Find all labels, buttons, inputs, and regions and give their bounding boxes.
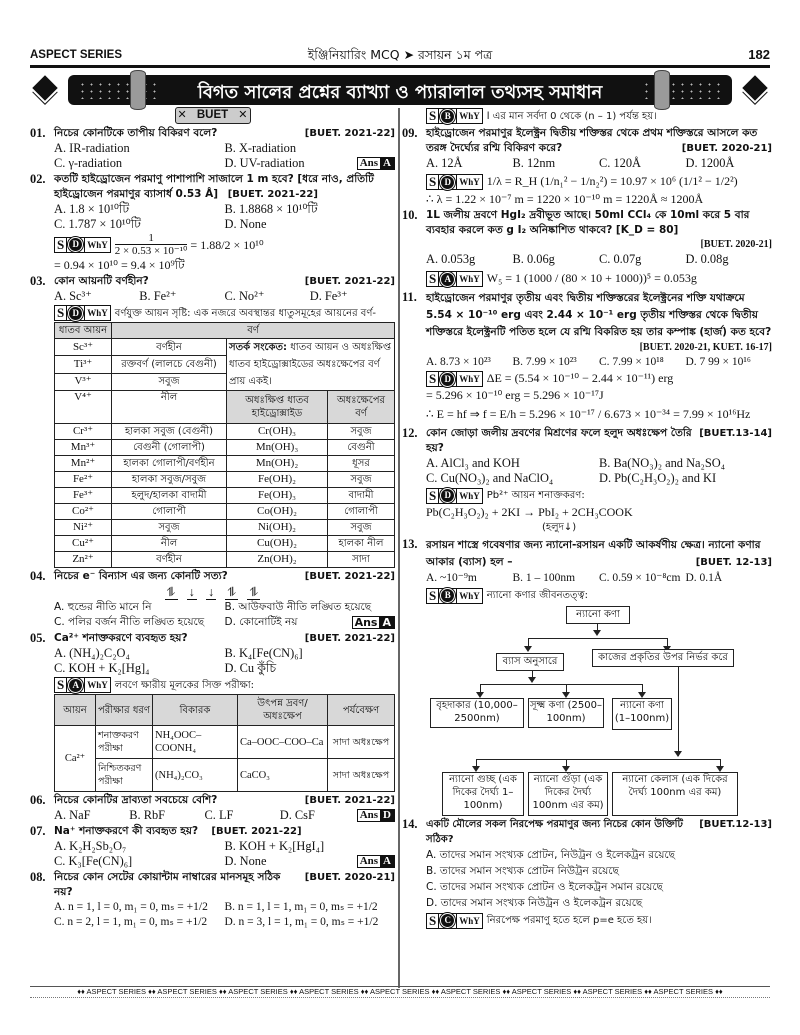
- question-14: [402, 817, 772, 929]
- explanation: [426, 171, 772, 191]
- cell-color: হালকা সবুজ (বেগুনী): [112, 424, 227, 440]
- question-source: [BUET.13-14]: [699, 428, 772, 440]
- option-d[interactable]: D. Pb(C₂H₃O₂)₂ and KI: [599, 471, 717, 486]
- why-badge: S D WhY: [426, 371, 483, 387]
- table-header: পর্যবেক্ষণ: [328, 695, 395, 726]
- option-c[interactable]: C. 120Å: [599, 156, 641, 170]
- cell-ppt: বাদামী: [328, 488, 395, 504]
- question-text: কতটি হাইড্রোজেন পরমাণু পাশাপাশি সাজালে 1 m হবে? [ধরে নাও, প্রতিটি হাইড্রোজেন পরমাণুর ব্যাসার্ধ 0.53 Å]: [54, 173, 374, 200]
- cell-ion: Mn²⁺: [55, 456, 112, 472]
- explanation-equation: W₅ = 1 (1000 / (80 × 10 + 1000))⁵ = 0.053g: [486, 271, 697, 285]
- right-column: [402, 107, 772, 929]
- flow-size-box: ন্যানো কণা (1–100nm): [612, 698, 672, 730]
- table-header: আয়ন: [55, 695, 96, 726]
- scroll-roll-icon: [130, 70, 146, 110]
- flow-type-box: ন্যানো গুঁড়া (এক দিকের দৈর্ঘ্য 100nm এর কম): [528, 772, 608, 816]
- cell-color: হালকা গোলাপী/বর্ণহীন: [112, 456, 227, 472]
- option-b[interactable]: B. 12nm: [512, 156, 556, 170]
- table-row: [55, 504, 395, 520]
- question-text: রসায়ন শাস্ত্রে গবেষণার জন্য ন্যানো-রসায়ন একটি আকর্ষণীয় ক্ষেত্র। ন্যানো কণার আকার (ব্যাস) হল –: [426, 539, 761, 569]
- question-source: [BUET. 2021-22]: [211, 826, 302, 837]
- orbital-box: ↓: [207, 585, 215, 599]
- page-number: 182: [748, 47, 770, 62]
- table-row: [55, 424, 395, 440]
- explanation: [426, 911, 772, 929]
- option-d[interactable]: D. 0.1Å: [685, 572, 723, 585]
- question-number: 09.: [402, 126, 418, 140]
- explanation-text: বর্ণযুক্ত আয়ন সৃষ্টি: এক নজরে অবস্থান্তর ধাতুসমূহের আয়নের বর্ণ-: [114, 308, 376, 319]
- why-badge: S B WhY: [426, 108, 483, 124]
- question-number: 03.: [30, 274, 46, 288]
- explanation-line: Pb(C₂H₃O₂)₂ + 2KI → PbI₂ + 2CH₃COOK: [426, 505, 633, 520]
- question-09: [402, 126, 772, 207]
- option-c[interactable]: C. 0.59 × 10⁻⁸cm: [599, 572, 681, 585]
- option-b[interactable]: B. K₄[Fe(CN)₆]: [224, 646, 303, 660]
- question-01: [30, 126, 395, 171]
- option-d[interactable]: D. UV-radiation: [224, 156, 305, 170]
- cell-hyd: Fe(OH)₃: [227, 488, 328, 504]
- cell-hyd: Mn(OH)₃: [227, 440, 328, 456]
- explanation: [54, 304, 395, 322]
- flow-by-function: কাজের প্রকৃতির উপর নির্ভর করে: [592, 649, 734, 667]
- question-text: নিচের e⁻ বিন্যাস এর জন্য কোনটি সত্য?: [54, 570, 228, 582]
- column-divider: [398, 108, 400, 988]
- question-text: 1L জলীয় দ্রবণে HgI₂ দ্রবীভূত আছে। 50ml CCl₄ কে 10ml করে 5 বার ব্যবহার করলে কত g I₂ অনিষ্কাশিত থাকবে? [K_D = 80]: [426, 209, 750, 236]
- question-text: হাইড্রোজেন পরমাণুর তৃতীয় এবং দ্বিতীয় শক্তিস্তরের ইলেক্ট্রনের শক্তি যথাক্রমে 5.54 × 10⁻¹⁰ erg এবং 2.44 × 10⁻¹ erg তৃতীয় শক্তিস্তর থেকে দ্বিতীয় শক্তিস্তরে ইলেক্ট্রনটি পতিত হলে যে রশ্মি বিকরিত হয় তার কম্পাঙ্ক (হার্জ) কত হবে?: [426, 292, 772, 338]
- nano-flowchart: [426, 604, 772, 792]
- question-source: [BUET. 2021-22]: [304, 571, 395, 582]
- question-10: [402, 208, 772, 289]
- option-a[interactable]: A. তাদের সমান সংখ্যক প্রোটন, নিউট্রন ও ইলেকট্রন রয়েছে: [426, 849, 675, 862]
- explanation-equation: 1/λ = R_H (1/n₁² − 1/n₂²) = 10.97 × 10⁶ (1/1² − 1/2²): [486, 174, 738, 188]
- question-02: [30, 172, 395, 273]
- why-badge: S D WhY: [426, 488, 483, 504]
- cell-ion: Cr³⁺: [55, 424, 112, 440]
- question-text: কোন আয়নটি বর্ণহীন?: [54, 275, 149, 287]
- option-a[interactable]: A. 0.053g: [426, 252, 476, 266]
- option-a[interactable]: A. 12Å: [426, 156, 463, 170]
- cell-ppt: সবুজ: [328, 472, 395, 488]
- cell-color: গোলাপী: [112, 504, 227, 520]
- cell-ion: Cu²⁺: [55, 536, 112, 552]
- flow-by-diameter: ব্যাস অনুসারে: [496, 653, 564, 671]
- orbital-box: ⥮: [227, 585, 237, 599]
- option-b[interactable]: B. 1 – 100nm: [512, 572, 576, 585]
- scroll-roll-icon: [654, 70, 670, 110]
- caution-note: সতর্ক সংকেত: ধাতব আয়ন ও অধঃক্ষিপ্ত ধাতব হাইড্রোক্সাইডের অধঃক্ষেপের বর্ণ প্রায় একই।: [227, 339, 395, 391]
- explanation: [54, 676, 395, 694]
- option-d[interactable]: D. 0.08g: [685, 252, 729, 266]
- question-number: 02.: [30, 172, 46, 186]
- cell-ppt: সবুজ: [328, 424, 395, 440]
- question-number: 08.: [30, 870, 46, 884]
- cell-color: বর্ণহীন: [112, 552, 227, 568]
- flow-root: ন্যানো কণা: [566, 606, 630, 624]
- explanation-line: ∴ λ = 1.22 × 10⁻⁷ m = 1220 × 10⁻¹⁰ m = 1220Å ≈ 1200Å: [426, 192, 704, 206]
- why-badge: S D WhY: [54, 237, 111, 253]
- table-row: Ti³⁺ রক্তবর্ণ (লালচে বেগুনী): [55, 356, 395, 373]
- answer-badge: Ans A: [352, 616, 395, 629]
- option-d[interactable]: D. Cu কুঁচি: [224, 661, 277, 675]
- cell-ppt: সাদা: [328, 552, 395, 568]
- left-column: [30, 107, 395, 930]
- question-text: Ca²⁺ শনাক্তকরণে ব্যবহৃত হয়?: [54, 632, 188, 644]
- cell-ppt: বেগুনী: [328, 440, 395, 456]
- flow-size-box: সূক্ষ্ম কণা (2500–100nm): [528, 698, 604, 728]
- question-number: 13.: [402, 537, 418, 552]
- table-row: নিশ্চিতকরণ পরীক্ষা (NH₄)₂CO₃ CaCO₃ সাদা অধঃক্ষেপ: [55, 759, 395, 792]
- question-text: নিচের কোন সেটের কোয়ান্টাম নাম্বারের মানসমূহ সঠিক নয়?: [54, 871, 281, 898]
- header-rule: [30, 65, 770, 68]
- question-number: 05.: [30, 631, 46, 645]
- explanation-line: = 0.94 × 10¹⁰ = 9.4 × 10⁹টি: [54, 258, 185, 272]
- question-text: কোন জোড়া জলীয় দ্রবণের মিশ্রণের ফলে হলুদ অধঃক্ষেপ তৈরি হয়?: [426, 427, 692, 455]
- question-text: হাইড্রোজেন পরমাণুর ইলেক্ট্রন দ্বিতীয় শক্তিস্তর থেকে প্রথম শক্তিস্তরে আসলে কত তরঙ্গ দৈর্ঘ্যের রশ্মি বিকিরণ করে?: [426, 127, 758, 154]
- ion-color-table: [54, 322, 395, 568]
- option-a[interactable]: A. NaF: [54, 808, 91, 822]
- question-source: [BUET. 2021-22]: [227, 189, 318, 200]
- table-header: বিকারক: [153, 695, 238, 726]
- table-row: Ca²⁺ শনাক্তকরণ পরীক্ষা NH₄OOC–COONH₄ Ca–OOC–COO–Ca সাদা অধঃক্ষেপ: [55, 726, 395, 759]
- question-number: 06.: [30, 793, 46, 807]
- option-a[interactable]: A. K₂H₂Sb₂O₇: [54, 839, 127, 853]
- series-label: ASPECT SERIES: [30, 49, 123, 61]
- option-a[interactable]: A. AlCl₃ and KOH: [426, 456, 520, 471]
- table-header: উৎপন্ন দ্রবণ/ অধঃক্ষেপ: [238, 695, 328, 726]
- table-row: [55, 456, 395, 472]
- question-06: [30, 793, 395, 823]
- option-d[interactable]: D. কোনোটিই নয়: [224, 616, 298, 628]
- dot-pattern: [78, 81, 158, 99]
- explanation: [54, 232, 395, 257]
- option-d[interactable]: D. None: [224, 217, 267, 231]
- cell-color: হলুদ/হালকা বাদামী: [112, 488, 227, 504]
- book-title: ইঞ্জিনিয়ারিং MCQ ➤ রসায়ন ১ম পত্র: [307, 47, 493, 62]
- banner-title: বিগত সালের প্রশ্নের ব্যাখ্যা ও প্যারালাল তথ্যসহ সমাধান: [197, 82, 603, 103]
- diamond-icon: [32, 75, 57, 100]
- question-07: [30, 824, 395, 869]
- question-source: [BUET. 2021-22]: [304, 276, 395, 287]
- cell-hyd: Mn(OH)₂: [227, 456, 328, 472]
- cell-hyd: Ni(OH)₂: [227, 520, 328, 536]
- question-05: [30, 631, 395, 792]
- cell-ppt: হালকা নীল: [328, 536, 395, 552]
- flow-type-box: ন্যানো গুচ্ছ (এক দিকের দৈর্ঘ্য 1–100nm): [442, 772, 524, 816]
- explanation: [426, 586, 772, 604]
- option-a[interactable]: A. (NH₄)₂C₂O₄: [54, 646, 130, 660]
- cell-hyd: Zn(OH)₂: [227, 552, 328, 568]
- option-a[interactable]: A. ~10⁻⁹m: [426, 572, 477, 585]
- table-row: [55, 536, 395, 552]
- why-badge: S D WhY: [54, 305, 111, 321]
- question-08: [30, 870, 395, 930]
- orbital-diagram: [30, 584, 395, 600]
- table-row: [55, 472, 395, 488]
- question-number: 10.: [402, 208, 418, 222]
- cell-color: বেগুনী (গোলাপী): [112, 440, 227, 456]
- section-tag: ✕ BUET ✕: [175, 107, 251, 124]
- option-d[interactable]: D. Fe³⁺: [309, 289, 348, 303]
- explanation-line: ∴ E = hf ⇒ f = E/h = 5.296 × 10⁻¹⁷ / 6.673 × 10⁻³⁴ = 7.99 × 10¹⁶Hz: [426, 407, 751, 422]
- explanation: [426, 486, 772, 504]
- option-c[interactable]: C. n = 2, l = 1, m₁ = 0, mₛ = +1/2: [54, 916, 208, 928]
- option-d[interactable]: D. n = 3, l = 1, m₁ = 0, mₛ = +1/2: [224, 916, 379, 928]
- cell-ppt: সবুজ: [328, 520, 395, 536]
- question-source: [BUET. 2020-21, KUET. 16-17]: [639, 342, 772, 353]
- explanation: [426, 370, 772, 387]
- explanation-text: Pb²⁺ আয়ন শনাক্তকরণ:: [486, 490, 585, 502]
- question-source: [BUET. 2020-21]: [304, 872, 395, 883]
- option-c[interactable]: C. তাদের সমান সংখ্যক প্রোটন ও ইলেকট্রন সমান রয়েছে: [426, 881, 663, 894]
- question-source: [BUET.12-13]: [699, 819, 772, 831]
- option-a[interactable]: A. 1.8 × 10¹⁰টি: [54, 202, 130, 216]
- cell-ppt: গোলাপী: [328, 504, 395, 520]
- page-footer: ♦♦ ASPECT SERIES ♦♦ ASPECT SERIES ♦♦ ASPECT SERIES ♦♦ ASPECT SERIES ♦♦ ASPECT SERIES ♦♦ ASPECT SERIES ♦♦ ASPECT SERIES ♦♦ ASPECT SERIES ♦♦ ASPECT SERIES ♦♦: [30, 986, 770, 998]
- cell-hyd: Co(OH)₂: [227, 504, 328, 520]
- cell-ion: Zn²⁺: [55, 552, 112, 568]
- question-12: [402, 426, 772, 536]
- option-c[interactable]: C. KOH + K₂[Hg]₄: [54, 661, 150, 675]
- question-04: [30, 569, 395, 630]
- question-source: [BUET. 2021-22]: [304, 633, 395, 644]
- why-badge: S A WhY: [54, 677, 111, 693]
- answer-badge: Ans A: [357, 157, 395, 170]
- option-d[interactable]: D. 7 99 × 10¹⁶: [685, 356, 751, 368]
- question-text: একটি মৌলের সকল নিরপেক্ষ পরমাণুর জন্য নিচের কোন উক্তিটি সঠিক?: [426, 819, 683, 846]
- why-badge: S B WhY: [426, 588, 483, 604]
- option-c[interactable]: C. LF: [204, 808, 234, 822]
- cell-hyd: Cu(OH)₂: [227, 536, 328, 552]
- option-b[interactable]: B. KOH + K₂[HgI₄]: [224, 839, 325, 853]
- question-number: 07.: [30, 824, 46, 838]
- question-text: নিচের কোনটির দ্রাব্যতা সবচেয়ে বেশি?: [54, 794, 218, 806]
- option-b[interactable]: B. 7.99 × 10²³: [512, 356, 577, 368]
- explanation-text: নিরপেক্ষ পরমাণু হতে হলে p=e হতে হয়।: [486, 915, 652, 927]
- option-c[interactable]: C. No²⁺: [224, 289, 265, 303]
- option-d[interactable]: D. CsF: [279, 808, 315, 822]
- option-c[interactable]: C. পলির বর্জন নীতি লঙ্ঘিত হয়েছে: [54, 616, 205, 628]
- why-badge: S C WhY: [426, 913, 483, 929]
- question-11: [402, 290, 772, 425]
- explanation-text: l এর মান সর্বদা 0 থেকে (n – 1) পর্যন্ত হয়।: [486, 111, 657, 122]
- orbital-box: ⥮: [249, 585, 259, 599]
- orbital-box: ⥮: [166, 585, 176, 599]
- explanation-line: (হলুদ↓): [542, 522, 577, 534]
- question-source: [BUET. 2020-21]: [700, 239, 772, 250]
- option-b[interactable]: B. 0.06g: [512, 252, 555, 266]
- flow-size-box: বৃহদাকার (10,000–2500nm): [430, 698, 524, 728]
- cell-color: সবুজ: [112, 520, 227, 536]
- option-c[interactable]: C. 0.07g: [599, 252, 642, 266]
- question-source: [BUET. 2020-21]: [681, 143, 772, 154]
- option-c[interactable]: C. 1.787 × 10¹⁰টি: [54, 217, 141, 231]
- cell-ion: Fe³⁺: [55, 488, 112, 504]
- why-badge: S D WhY: [426, 174, 483, 190]
- table-row: Sc³⁺ বর্ণহীন সতর্ক সংকেত: ধাতব আয়ন ও অধঃক্ষিপ্ত ধাতব হাইড্রোক্সাইডের অধঃক্ষেপের বর্ণ প্রায় একই।: [55, 339, 395, 356]
- cell-ion: Ni²⁺: [55, 520, 112, 536]
- option-b[interactable]: B. X-radiation: [224, 141, 297, 155]
- option-a[interactable]: A. n = 1, l = 0, m₁ = 0, mₛ = +1/2: [54, 901, 208, 913]
- cell-ion: Co²⁺: [55, 504, 112, 520]
- option-c[interactable]: C. γ-radiation: [54, 156, 123, 170]
- answer-badge: Ans A: [357, 855, 395, 868]
- fraction-numerator: 1: [148, 232, 154, 244]
- table-row: V⁴⁺ নীল অধঃক্ষিপ্ত ধাতব হাইড্রোক্সাইড অধঃক্ষেপের বর্ণ: [55, 391, 395, 424]
- cell-hyd: Cr(OH)₃: [227, 424, 328, 440]
- option-b[interactable]: B. আউফবাউ নীতি লঙ্ঘিত হয়েছে: [224, 601, 372, 613]
- option-a[interactable]: A. হুন্ডের নীতি মানে নি: [54, 601, 152, 613]
- question-number: 11.: [402, 290, 417, 304]
- option-b[interactable]: B. RbF: [129, 808, 166, 822]
- question-number: 04.: [30, 569, 46, 583]
- cell-hyd: Fe(OH)₂: [227, 472, 328, 488]
- table-row: [55, 488, 395, 504]
- option-d[interactable]: D. তাদের সমান সংখ্যক নিউট্রন ও ইলেকট্রন রয়েছে: [426, 897, 643, 910]
- option-b[interactable]: B. n = 1, l = 1, m₁ = 0, mₛ = +1/2: [224, 901, 378, 913]
- table-row: [55, 440, 395, 456]
- question-number: 14.: [402, 817, 418, 832]
- table-header: অধঃক্ষিপ্ত ধাতব হাইড্রোক্সাইড: [227, 391, 328, 424]
- question-source: [BUET. 2021-22]: [304, 128, 395, 139]
- table-header: বর্ণ: [112, 323, 395, 339]
- table-header: পরীক্ষার ধরণ: [96, 695, 153, 726]
- flow-type-row: [426, 772, 772, 816]
- cell-ion: Mn³⁺: [55, 440, 112, 456]
- question-text: নিচের কোনটিকে তাপীয় বিকিরণ বলে?: [54, 127, 218, 139]
- option-a[interactable]: A. 8.73 × 10²³: [426, 356, 491, 368]
- flow-type-box: ন্যানো কেলাস (এক দিকের দৈর্ঘ্য 100nm এর কম): [612, 772, 738, 816]
- table-row: V³⁺ সবুজ: [55, 373, 395, 390]
- cell-ppt: ধূসর: [328, 456, 395, 472]
- section-banner: [30, 75, 770, 105]
- cell-color: হালকা সবুজ/সবুজ: [112, 472, 227, 488]
- explanation-line: = 5.296 × 10⁻¹⁰ erg = 5.296 × 10⁻¹⁷J: [426, 388, 604, 403]
- question-source: [BUET. 2021-22]: [304, 795, 395, 806]
- cell-color: নীল: [112, 536, 227, 552]
- wet-test-table: [54, 694, 395, 792]
- table-header: ধাতব আয়ন: [55, 323, 112, 339]
- option-b[interactable]: B. Fe²⁺: [139, 289, 177, 303]
- option-d[interactable]: D. None: [224, 854, 267, 868]
- explanation-q08: [426, 107, 772, 125]
- orbital-box: ↓: [188, 585, 195, 599]
- option-b[interactable]: B. 1.8868 × 10¹⁰টি: [224, 202, 318, 216]
- why-badge: S A WhY: [426, 271, 483, 287]
- option-a[interactable]: A. Sc³⁺: [54, 289, 92, 303]
- question-13: [402, 537, 772, 816]
- question-03: [30, 274, 395, 568]
- option-c[interactable]: C. Cu(NO₃)₂ and NaClO₄: [426, 471, 554, 486]
- option-c[interactable]: C. 7.99 × 10¹⁸: [599, 356, 664, 368]
- question-source: [BUET. 12-13]: [695, 557, 772, 569]
- explanation: [426, 267, 772, 289]
- question-number: 01.: [30, 126, 46, 140]
- option-b[interactable]: B. তাদের সমান সংখ্যক প্রোটন নিউট্রন রয়েছে: [426, 865, 619, 878]
- fraction-denominator: 2 × 0.53 × 10⁻¹⁰: [114, 245, 188, 257]
- option-c[interactable]: C. K₃[Fe(CN)₆]: [54, 854, 133, 868]
- explanation-equation: = 1.88/2 × 10¹⁰: [190, 237, 264, 252]
- question-text: Na⁺ শনাক্তকরণে কী ব্যবহৃত হয়?: [54, 825, 199, 837]
- option-d[interactable]: D. 1200Å: [685, 156, 735, 170]
- question-number: 12.: [402, 426, 418, 441]
- option-a[interactable]: A. IR-radiation: [54, 141, 130, 155]
- explanation-text: ন্যানো কণার জীবনতত্ত্ব:: [486, 590, 589, 602]
- explanation-text: লবণে ক্ষারীয় মূলকের সিক্ত পরীক্ষা:: [114, 680, 255, 691]
- cell-ion: Fe²⁺: [55, 472, 112, 488]
- answer-badge: Ans D: [357, 809, 395, 822]
- explanation-equation: ΔE = (5.54 × 10⁻¹⁰ − 2.44 × 10⁻¹¹) erg: [486, 371, 674, 385]
- table-row: [55, 552, 395, 568]
- table-header: অধঃক্ষেপের বর্ণ: [328, 391, 395, 424]
- page-header: [30, 47, 770, 65]
- table-row: [55, 520, 395, 536]
- option-b[interactable]: B. Ba(NO₃)₂ and Na₂SO₄: [599, 456, 726, 471]
- diamond-icon: [742, 75, 767, 100]
